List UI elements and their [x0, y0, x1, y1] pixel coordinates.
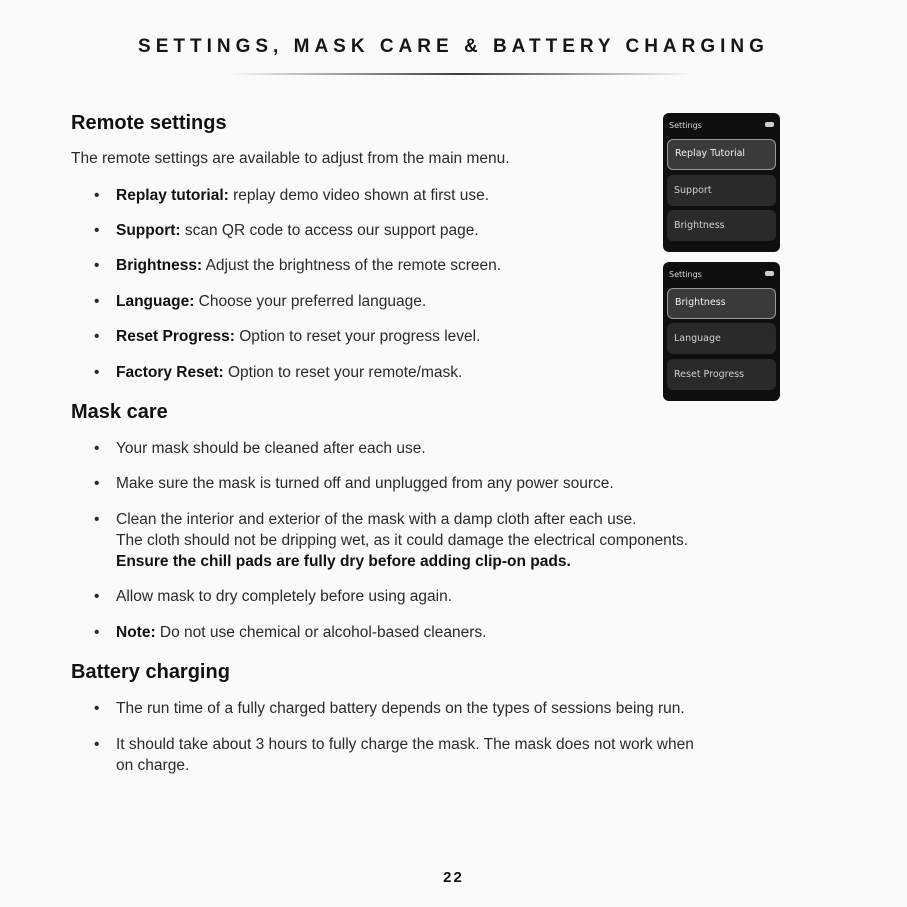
item-text: It should take about 3 hours to fully charge the mask. The mask does not work when — [116, 736, 694, 753]
item-label: Note: — [116, 624, 156, 641]
item-text: Option to reset your progress level. — [234, 328, 481, 345]
bullet-dot: • — [94, 364, 100, 381]
bullet-dot: • — [94, 257, 100, 274]
screen-title: Settings — [669, 121, 702, 130]
item-label: Brightness: — [116, 257, 203, 274]
remote-settings-heading: Remote settings — [71, 112, 227, 134]
bullet-dot: • — [94, 440, 100, 457]
item-label: Reset Progress: — [116, 328, 235, 345]
screen-menu-item: Reset Progress — [667, 359, 776, 390]
item-text: Make sure the mask is turned off and unplugged from any power source. — [116, 475, 614, 492]
item-label: Language: — [116, 293, 195, 310]
item-text: Clean the interior and exterior of the mask with a damp cloth after each use. — [116, 511, 637, 528]
bullet-dot: • — [94, 293, 100, 310]
bullet-dot: • — [94, 475, 100, 492]
bullet-dot: • — [94, 624, 100, 641]
battery-icon — [765, 271, 774, 276]
screen-menu-item: Brightness — [667, 210, 776, 241]
item-text: Do not use chemical or alcohol-based cleaners. — [155, 624, 487, 641]
mask-care-heading: Mask care — [71, 401, 168, 423]
item-text: replay demo video shown at first use. — [228, 187, 490, 204]
item-text: Option to reset your remote/mask. — [223, 364, 463, 381]
item-text: Choose your preferred language. — [194, 293, 427, 310]
battery-charging-heading: Battery charging — [71, 661, 230, 683]
page-number: 22 — [443, 869, 464, 886]
item-label: Support: — [116, 222, 181, 239]
bullet-dot: • — [94, 328, 100, 345]
bullet-dot: • — [94, 736, 100, 753]
item-text: on charge. — [116, 757, 190, 774]
page-title: SETTINGS, MASK CARE & BATTERY CHARGING — [138, 36, 769, 57]
bullet-dot: • — [94, 222, 100, 239]
item-text: Allow mask to dry completely before using again. — [116, 588, 452, 605]
item-text: Adjust the brightness of the remote screen. — [202, 257, 502, 274]
remote-settings-intro: The remote settings are available to adjust from the main menu. — [71, 150, 510, 167]
screen-header — [663, 262, 780, 284]
screen-menu-item: Support — [667, 175, 776, 206]
bullet-dot: • — [94, 700, 100, 717]
remote-screenshot — [663, 262, 780, 401]
item-label: Replay tutorial: — [116, 187, 229, 204]
item-text: The run time of a fully charged battery depends on the types of sessions being run. — [116, 700, 685, 717]
remote-screenshot — [663, 113, 780, 252]
screen-menu-item: Replay Tutorial — [667, 139, 776, 170]
screen-title: Settings — [669, 270, 702, 279]
screen-menu-item: Brightness — [667, 288, 776, 319]
bullet-dot: • — [94, 588, 100, 605]
bullet-dot: • — [94, 511, 100, 528]
item-text: Your mask should be cleaned after each use. — [116, 440, 426, 457]
item-text: The cloth should not be dripping wet, as it could damage the electrical components. — [116, 532, 689, 549]
item-text: scan QR code to access our support page. — [180, 222, 479, 239]
item-emphasis: Ensure the chill pads are fully dry before adding clip-on pads. — [116, 553, 571, 570]
bullet-dot: • — [94, 187, 100, 204]
item-label: Factory Reset: — [116, 364, 224, 381]
screen-header — [663, 113, 780, 135]
title-divider — [228, 73, 694, 75]
battery-icon — [765, 122, 774, 127]
screen-menu-item: Language — [667, 323, 776, 354]
